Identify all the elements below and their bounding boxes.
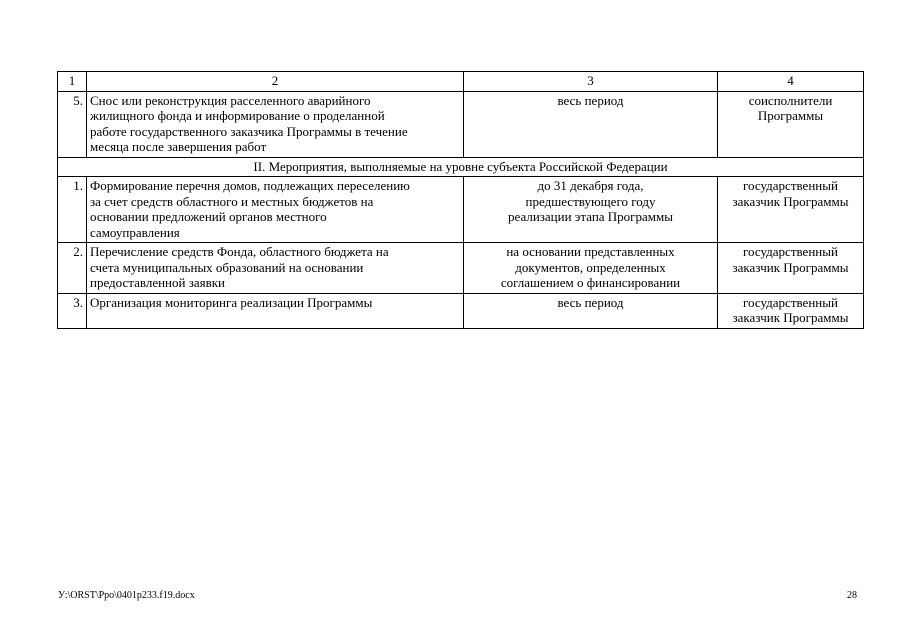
table-row: [58, 177, 864, 243]
executor-line: заказчик Программы: [732, 310, 849, 325]
row-period: [464, 293, 718, 328]
row-executor: [718, 177, 864, 243]
executor-line: Программы: [757, 108, 824, 123]
period-line: весь период: [557, 92, 624, 108]
period-line: до 31 декабря года,: [537, 178, 644, 193]
executor-line: государственный: [743, 294, 838, 310]
period-line: весь период: [557, 294, 624, 310]
description-line: самоуправления: [90, 224, 180, 240]
description-line: работе государственного заказчика Программы в течение: [90, 123, 408, 139]
program-table: [57, 71, 864, 329]
period-line: документов, определенных: [515, 259, 666, 275]
row-number: 2.: [58, 243, 87, 294]
row-period: [464, 91, 718, 157]
row-period: [464, 243, 718, 294]
row-description: [87, 243, 464, 294]
executor-line: заказчик Программы: [732, 259, 849, 275]
section-title: II. Мероприятия, выполняемые на уровне субъекта Российской Федерации: [58, 157, 864, 177]
footer-file-path: У:\ORST\Ppo\0401p233.f19.docx: [58, 590, 195, 601]
description-line: за счет средств областного и местных бюджетов на: [90, 193, 374, 209]
description-line: Перечисление средств Фонда, областного бюджета на: [90, 244, 389, 259]
row-description: [87, 293, 464, 328]
row-executor: [718, 243, 864, 294]
description-line: предоставленной заявки: [90, 275, 226, 290]
description-line: счета муниципальных образований на основании: [90, 259, 364, 275]
description-line: Формирование перечня домов, подлежащих переселению: [90, 178, 410, 193]
executor-line: государственный: [743, 178, 838, 193]
section-row: [58, 157, 864, 177]
header-cell-1: 1: [58, 72, 87, 92]
header-row: [58, 72, 864, 92]
table-row: [58, 91, 864, 157]
footer-page-number: 28: [847, 590, 857, 601]
executor-line: соисполнители: [748, 92, 833, 108]
row-number: 5.: [58, 91, 87, 157]
row-description: [87, 91, 464, 157]
period-line: на основании представленных: [506, 244, 675, 259]
row-period: [464, 177, 718, 243]
period-line: реализации этапа Программы: [508, 209, 673, 224]
table-row: [58, 243, 864, 294]
description-line: месяца после завершения работ: [90, 139, 267, 154]
row-number: 3.: [58, 293, 87, 328]
description-line: основании предложений органов местного: [90, 209, 327, 224]
description-line: Снос или реконструкция расселенного аварийного: [90, 92, 371, 108]
executor-line: заказчик Программы: [732, 193, 849, 209]
header-cell-2: 2: [87, 72, 464, 92]
description-line: жилищного фонда и информирование о проделанной: [90, 108, 385, 123]
row-executor: [718, 91, 864, 157]
row-number: 1.: [58, 177, 87, 243]
header-cell-4: 4: [718, 72, 864, 92]
row-description: [87, 177, 464, 243]
table-row: [58, 293, 864, 328]
description-line: Организация мониторинга реализации Программы: [90, 294, 373, 310]
period-line: предшествующего году: [525, 193, 656, 209]
header-cell-3: 3: [464, 72, 718, 92]
executor-line: государственный: [743, 244, 838, 259]
row-executor: [718, 293, 864, 328]
period-line: соглашением о финансировании: [500, 275, 681, 290]
